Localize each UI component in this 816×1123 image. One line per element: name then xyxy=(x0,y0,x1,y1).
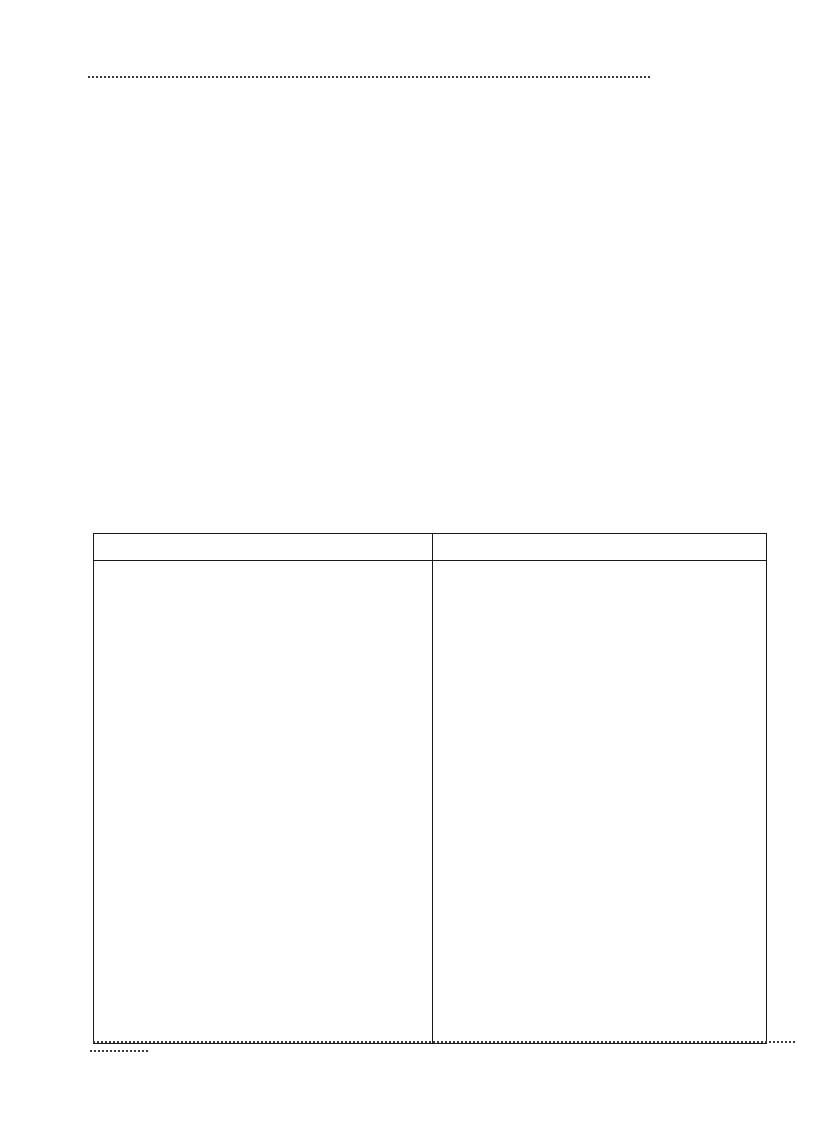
activities-table xyxy=(93,533,767,1044)
table-header-gv xyxy=(94,534,433,560)
dotted-separator-top xyxy=(88,76,650,78)
dotted-separator-bottom xyxy=(93,1041,795,1043)
table-header-row xyxy=(94,534,766,561)
dotted-separator-bottom-left xyxy=(90,1050,148,1052)
table-header-hs xyxy=(433,534,766,560)
gv-activities-cell xyxy=(94,561,433,1043)
table-body-row xyxy=(94,561,766,1043)
hs-activities-cell xyxy=(433,561,766,1043)
